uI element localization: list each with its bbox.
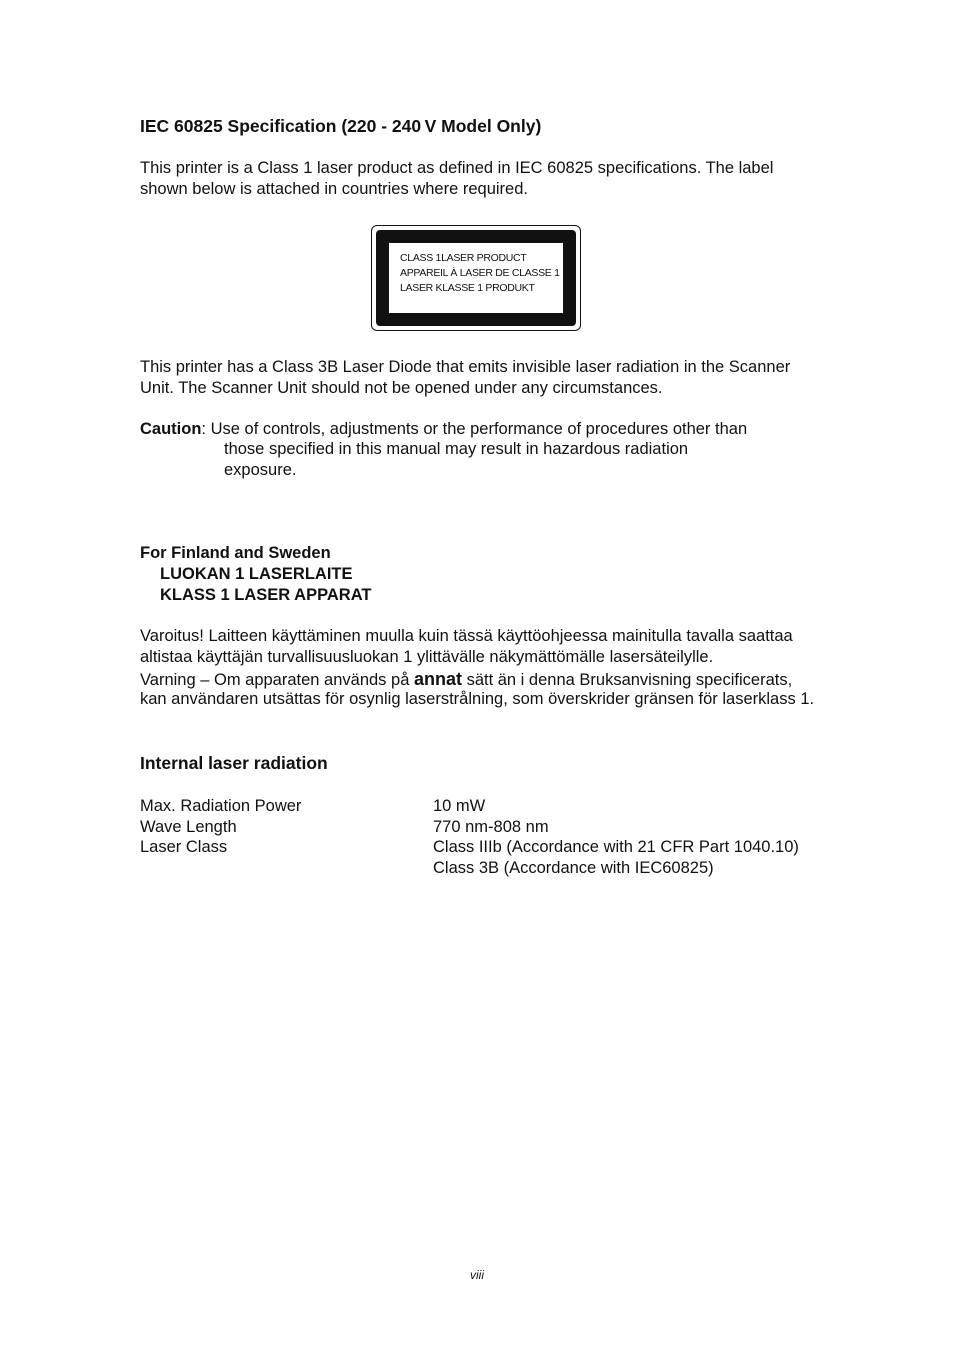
- class1-laser-label: [371, 225, 581, 331]
- finnish-class-label: LUOKAN 1 LASERLAITE: [160, 565, 353, 583]
- caution-line-1: [140, 419, 747, 440]
- varning-text-post: sätt än i denna Bruksanvisning specificerats,: [461, 671, 793, 689]
- varoitus-line-2: altistaa käyttäjän turvallisuusluokan 1 ylittävälle näkymättömälle lasersäteilylle.: [140, 648, 714, 666]
- varning-emphasis: annat: [413, 669, 462, 689]
- caution-line-2: those specified in this manual may result in hazardous radiation: [224, 440, 689, 458]
- caution-text-1: : Use of controls, adjustments or the performance of procedures other than: [201, 420, 748, 438]
- laser-label-border: [376, 230, 576, 326]
- diode-para-line-2: Unit. The Scanner Unit should not be opened under any circumstances.: [140, 379, 663, 397]
- caution-label: Caution: [140, 420, 202, 438]
- page-number: viii: [470, 1268, 484, 1282]
- spec-key: Max. Radiation Power: [140, 797, 302, 815]
- iec-spec-heading: IEC 60825 Specification (220 - 240 V Model Only): [140, 116, 542, 136]
- laser-label-line-2: APPAREIL À LASER DE CLASSE 1: [400, 267, 560, 279]
- finland-sweden-heading: For Finland and Sweden: [140, 544, 331, 562]
- laser-label-line-1: CLASS 1LASER PRODUCT: [400, 252, 527, 264]
- spec-row: [140, 837, 880, 858]
- iec-para-line-1: This printer is a Class 1 laser product as defined in IEC 60825 specifications. The label: [140, 159, 774, 177]
- spec-value: 10 mW: [433, 797, 486, 815]
- caution-line-3: exposure.: [224, 461, 297, 479]
- diode-para-line-1: This printer has a Class 3B Laser Diode that emits invisible laser radiation in the Scanner: [140, 358, 791, 376]
- spec-row: [140, 817, 880, 838]
- varoitus-line-1: Varoitus! Laitteen käyttäminen muulla kuin tässä käyttöohjeessa mainitulla tavalla saattaa: [140, 627, 793, 645]
- iec-para-line-2: shown below is attached in countries where required.: [140, 180, 528, 198]
- spec-row: [140, 796, 880, 817]
- document-page: [140, 0, 880, 1351]
- spec-value: 770 nm-808 nm: [433, 818, 549, 836]
- swedish-class-label: KLASS 1 LASER APPARAT: [160, 586, 372, 604]
- varning-line-1: [140, 669, 792, 691]
- spec-value: Class IIIb (Accordance with 21 CFR Part 1040.10): [433, 838, 799, 856]
- varning-line-2: kan användaren utsättas för osynlig laserstrålning, som överskrider gränsen för laserklass 1.: [140, 690, 815, 708]
- spec-key: Laser Class: [140, 838, 228, 856]
- laser-label-line-3: LASER KLASSE 1 PRODUKT: [400, 282, 535, 294]
- laser-label-text-area: [389, 243, 563, 313]
- internal-laser-heading: Internal laser radiation: [140, 753, 328, 773]
- spec-value: Class 3B (Accordance with IEC60825): [433, 859, 714, 877]
- spec-key: Wave Length: [140, 818, 237, 836]
- varning-text-pre: Varning – Om apparaten används på: [140, 671, 414, 689]
- spec-row: [140, 858, 880, 879]
